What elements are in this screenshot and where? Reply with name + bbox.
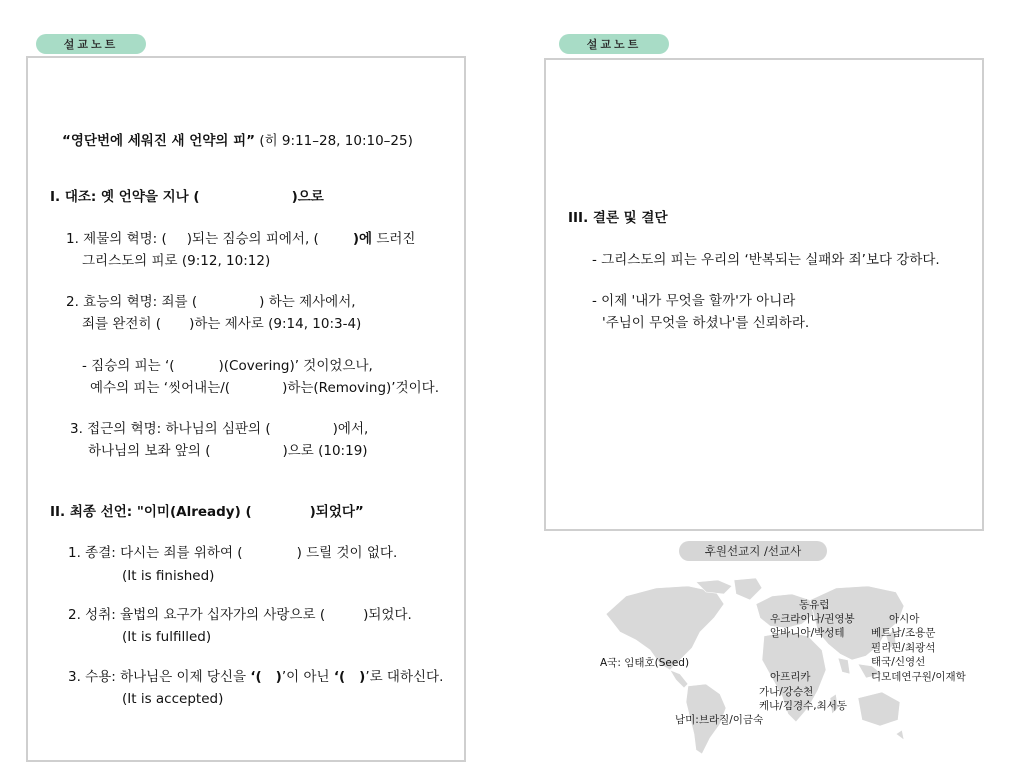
p2-a: 2. 효능의 혁명: 죄를 ( [66,294,198,310]
q3-b: ‘( [250,669,262,685]
q2-b: )되었다. [363,607,412,623]
conclusion-line-3: '주님이 무엇을 하셨나'를 신뢰하라. [602,315,810,331]
section-2-heading [50,503,364,522]
map-label-europe-region: 동유럽 [799,599,830,611]
map-label-asia-region: 아시아 [889,613,920,625]
p3-2a: 하나님의 보좌 앞의 ( [88,443,211,459]
map-label-kenya: 케냐/김경수,최서동 [759,700,848,712]
p2-b: ) 하는 제사에서, [259,294,356,310]
sermon-note-tab-right: 설교노트 [559,34,669,54]
section-1-heading [50,188,324,207]
sub-b: )(Covering)’ 것이었으나, [218,358,373,374]
p1-a: 1. 제물의 혁명: ( [66,231,167,247]
sermon-note-tab-left: 설교노트 [36,34,146,54]
q3-a: 3. 수용: 하나님은 이제 당신을 [68,669,251,685]
q3-e: ‘( [333,669,346,685]
p3-b: )에서, [332,421,369,437]
q1-line-2: (It is finished) [122,568,215,584]
sub-2a: 예수의 피는 ‘씻어내는/( [90,380,231,396]
p2-2a: 죄를 완전히 ( [82,316,162,332]
q1-b: ) 드릴 것이 없다. [296,545,398,561]
map-label-a-country: A국: 임태호(Seed) [600,657,690,669]
q2-line-1 [68,606,412,625]
sermon-note-right-panel [544,58,984,531]
q3-f: ) [359,669,366,685]
point-2-line-1 [66,293,356,312]
p3-a: 3. 접근의 혁명: 하나님의 심판의 ( [70,421,271,437]
q1-a: 1. 종결: 다시는 죄를 위하여 ( [68,545,243,561]
q1-line-1 [68,544,397,563]
map-label-timothy-institute: 디모데연구원/이재학 [871,671,966,683]
p1-c: )에 [352,231,373,247]
point-1-line-2: 그리스도의 피로 (9:12, 10:12) [82,253,271,269]
section-1-heading-b: )으로 [291,189,324,205]
section-2-heading-a: II. 최종 선언: "이미(Already) ( [50,504,252,520]
q3-g: ’로 대하신다. [365,669,444,685]
map-label-ghana: 가나/강승천 [759,686,814,698]
conclusion-line-2: - 이제 '내가 무엇을 할까'가 아니라 [592,293,796,309]
q3-d: ’이 아닌 [281,669,334,685]
sermon-title-main: “영단번에 세워진 새 언약의 피” [62,133,256,149]
sub-point-line-2 [90,379,439,398]
q3-line-2: (It is accepted) [122,691,224,707]
section-1-heading-a: I. 대조: 옛 언약을 지나 ( [50,189,200,205]
p1-b: )되는 짐승의 피에서, ( [186,231,319,247]
section-3-heading: III. 결론 및 결단 [568,210,668,226]
point-2-line-2 [82,315,361,334]
p2-2b: )하는 제사로 (9:14, 10:3-4) [189,316,362,332]
q2-line-2: (It is fulfilled) [122,629,212,645]
point-3-line-1 [70,420,368,439]
map-label-ukraine: 우크라이나/권영봉 [770,613,855,625]
p1-d: 드러진 [372,231,416,247]
q3-line-1 [68,668,443,687]
map-label-vietnam: 베트남/조용문 [871,627,936,639]
section-2-heading-b: )되었다” [309,504,364,520]
map-label-south-america: 남미:브라질/이금숙 [675,714,764,726]
point-3-line-2 [88,442,368,461]
point-1-line-1 [66,230,415,249]
q3-c: ) [275,669,282,685]
map-label-thailand: 태국/신영선 [871,656,926,668]
sub-point-line-1 [82,357,373,376]
map-label-albania: 알바니아/박성테 [770,627,845,639]
sermon-title [62,132,413,151]
supported-missions-pill: 후원선교지 /선교사 [679,541,827,561]
q2-a: 2. 성취: 율법의 요구가 십자가의 사랑으로 ( [68,607,326,623]
sermon-title-ref: (히 9:11–28, 10:10–25) [255,133,413,149]
map-label-philippines: 필리핀/최광석 [871,642,936,654]
sub-2b: )하는(Removing)’것이다. [282,380,440,396]
map-label-africa-region: 아프리카 [770,671,811,683]
p3-2b: )으로 (10:19) [282,443,368,459]
sermon-note-left-panel [26,56,466,762]
sub-a: - 짐승의 피는 ‘( [82,358,175,374]
conclusion-line-1: - 그리스도의 피는 우리의 ‘반복되는 실패와 죄’보다 강하다. [592,252,940,268]
